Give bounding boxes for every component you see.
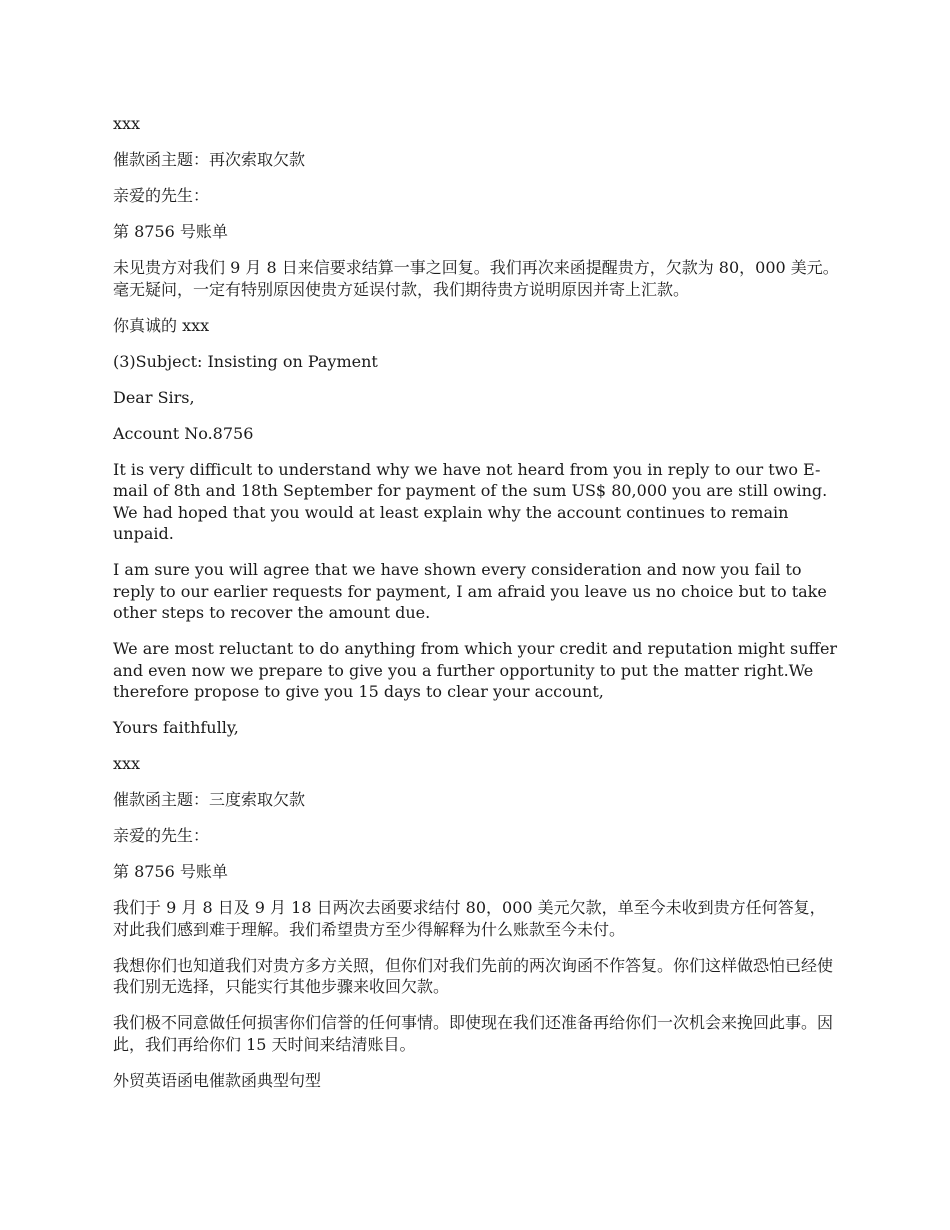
salutation-english: Dear Sirs,	[113, 387, 195, 407]
subject-line-english: (3)Subject: Insisting on Payment	[113, 351, 378, 371]
signature-english: xxx	[113, 754, 141, 773]
subject-line-third-request: 催款函主题：三度索取欠款	[113, 790, 306, 809]
closing-english: Yours faithfully,	[113, 718, 239, 737]
body-paragraph-english: I am sure you will agree that we have shown every consideration and now you fail to reply to our earlier requests for payment, I am afraid you leave us no choice but to take other steps to recover the amount due.	[113, 560, 827, 622]
account-number: 第 8756 号账单	[113, 222, 228, 241]
body-paragraph: 未见贵方对我们 9 月 8 日来信要求结算一事之回复。我们再次来函提醒贵方，欠款为 80，000 美元。毫无疑问，一定有特别原因使贵方延误付款，我们期待贵方说明原因并寄上汇款。	[113, 258, 839, 299]
salutation: 亲爱的先生：	[113, 826, 210, 845]
section-heading: 外贸英语函电催款函典型句型	[113, 1070, 322, 1090]
body-paragraph: 我们极不同意做任何损害你们信誉的任何事情。即使现在我们还准备再给你们一次机会来挽回此事。因此，我们再给你们 15 天时间来结清账目。	[113, 1013, 834, 1054]
account-number: 第 8756 号账单	[113, 862, 228, 881]
body-paragraph-english: It is very difficult to understand why we have not heard from you in reply to our two E-mail of 8th and 18th September for payment of the sum US$ 80,000 you are still owing. We had hoped that you would at least explain why the account continues to remain unpaid.	[113, 459, 828, 543]
body-paragraph: 我们于 9 月 8 日及 9 月 18 日两次去函要求结付 80，000 美元欠款，单至今未收到贵方任何答复，对此我们感到难于理解。我们希望贵方至少得解释为什么账款至今未付。	[113, 898, 826, 939]
account-number-english: Account No.8756	[113, 423, 254, 443]
body-paragraph: 我想你们也知道我们对贵方多方关照，但你们对我们先前的两次询函不作答复。你们这样做恐怕已经使我们别无选择，只能实行其他步骤来收回欠款。	[113, 955, 834, 996]
document-body	[113, 113, 841, 1106]
closing-signature: 你真诚的 xxx	[113, 315, 210, 335]
salutation: 亲爱的先生：	[113, 186, 210, 205]
subject-line-second-request: 催款函主题：再次索取欠款	[113, 150, 306, 169]
body-paragraph-english: We are most reluctant to do anything from which your credit and reputation might suffer and even now we prepare to give you a further opportunity to put the matter right.We therefore propose to give you 15 days to clear your account,	[113, 639, 838, 701]
sender-name: xxx	[113, 114, 141, 133]
